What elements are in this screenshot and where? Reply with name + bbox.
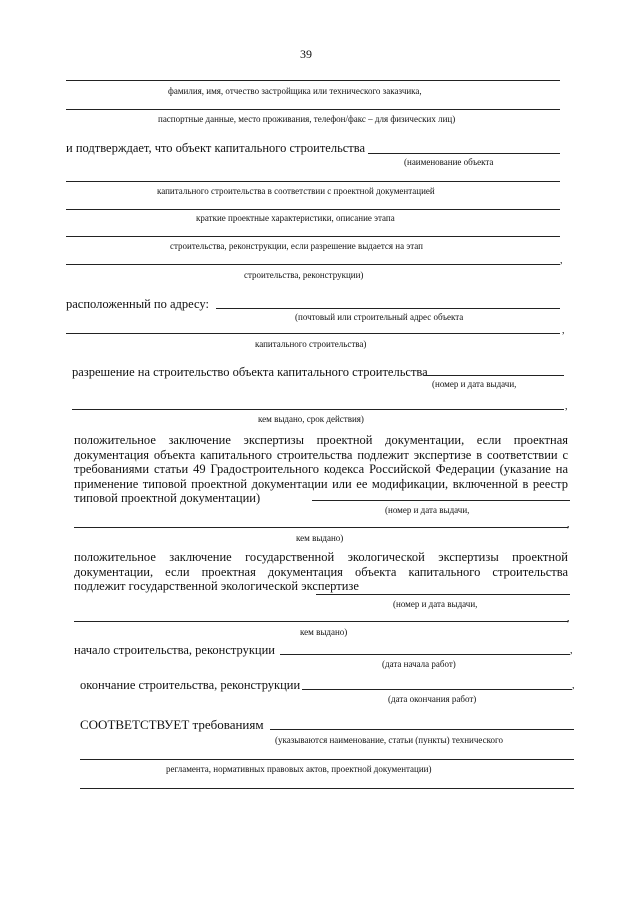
- caption-stroitelstvo-etap: строительства, реконструкции, если разрешение выдается на этап: [170, 241, 423, 251]
- blank-line[interactable]: [280, 654, 570, 655]
- caption-fio: фамилия, имя, отчество застройщика или технического заказчика,: [168, 86, 422, 96]
- blank-line[interactable]: [74, 621, 568, 622]
- page-number: 39: [300, 47, 312, 61]
- paragraph-ekspertiza: положительное заключение экспертизы проектной документации, если проектная документация объекта капитального строительства подлежит экспертизе в соответствии с требованиями статьи 49 Градостроительного кодекса Российской Федерации (указание на применение типовой проектной документации или ее модификации, включенной в реестр типовой проектной документации): [74, 433, 568, 506]
- caption-kem-vydano-srok: кем выдано, срок действия): [258, 414, 364, 424]
- blank-line[interactable]: [80, 788, 574, 789]
- blank-line[interactable]: [216, 308, 560, 309]
- blank-line[interactable]: [66, 209, 560, 210]
- caption-nomer-data-2: (номер и дата выдачи,: [385, 505, 470, 515]
- blank-line[interactable]: [74, 527, 568, 528]
- blank-line[interactable]: [316, 594, 570, 595]
- blank-line[interactable]: [66, 181, 560, 182]
- caption-adres: (почтовый или строительный адрес объекта: [295, 312, 464, 322]
- caption-kap-stroitelstva: капитального строительства): [255, 339, 367, 349]
- caption-kem-vydano-2: кем выдано): [296, 533, 344, 543]
- blank-line[interactable]: [66, 333, 560, 334]
- caption-nomer-data-1: (номер и дата выдачи,: [432, 379, 517, 389]
- blank-line[interactable]: [72, 409, 564, 410]
- comma-mark: ,: [560, 255, 563, 266]
- text-okonchanie: окончание строительства, реконструкции: [80, 678, 301, 692]
- blank-line[interactable]: [66, 109, 560, 110]
- caption-ukazyvayutsya: (указываются наименование, статьи (пункты) технического: [275, 735, 503, 745]
- caption-stroitelstvo-rekon: строительства, реконструкции): [244, 270, 364, 280]
- blank-line[interactable]: [312, 500, 570, 501]
- comma-mark: ,: [565, 401, 568, 412]
- blank-line[interactable]: [80, 759, 574, 760]
- text-razreshenie: разрешение на строительство объекта капитального строительства: [72, 365, 428, 379]
- caption-kem-vydano-3: кем выдано): [300, 627, 348, 637]
- caption-passport: паспортные данные, место проживания, телефон/факс – для физических лиц): [158, 114, 456, 124]
- caption-data-nachala: (дата начала работ): [382, 659, 456, 669]
- text-podtverzhdaet: и подтверждает, что объект капитального строительства: [66, 141, 366, 155]
- caption-kapstroy: капитального строительства в соответствии с проектной документацией: [157, 186, 435, 196]
- caption-reglamenta: регламента, нормативных правовых актов, проектной документации): [166, 764, 432, 774]
- text-raspolozhenny: расположенный по адресу:: [66, 297, 209, 311]
- blank-line[interactable]: [66, 264, 560, 265]
- blank-line[interactable]: [302, 689, 572, 690]
- comma-mark: ,: [567, 613, 570, 624]
- comma-mark: ,: [567, 519, 570, 530]
- blank-line[interactable]: [270, 729, 574, 730]
- caption-naimenovanie: (наименование объекта: [404, 157, 494, 167]
- caption-data-okonchaniya: (дата окончания работ): [388, 694, 477, 704]
- blank-line[interactable]: [66, 80, 560, 81]
- comma-mark: ,: [570, 645, 573, 656]
- text-sootvetstvuet: СООТВЕТСТВУЕТ требованиям: [80, 717, 264, 732]
- blank-line[interactable]: [368, 153, 560, 154]
- text-nachalo: начало строительства, реконструкции: [74, 643, 275, 657]
- blank-line[interactable]: [66, 236, 560, 237]
- caption-nomer-data-3: (номер и дата выдачи,: [393, 599, 478, 609]
- comma-mark: ,: [562, 325, 565, 336]
- blank-line[interactable]: [424, 375, 564, 376]
- comma-mark: ,: [572, 680, 575, 691]
- caption-kratkie: краткие проектные характеристики, описание этапа: [196, 213, 395, 223]
- paragraph-eko-ekspertiza: положительное заключение государственной экологической экспертизы проектной документации, если проектная документация объекта капитального строительства подлежит государственной экологической экспертизе: [74, 550, 568, 594]
